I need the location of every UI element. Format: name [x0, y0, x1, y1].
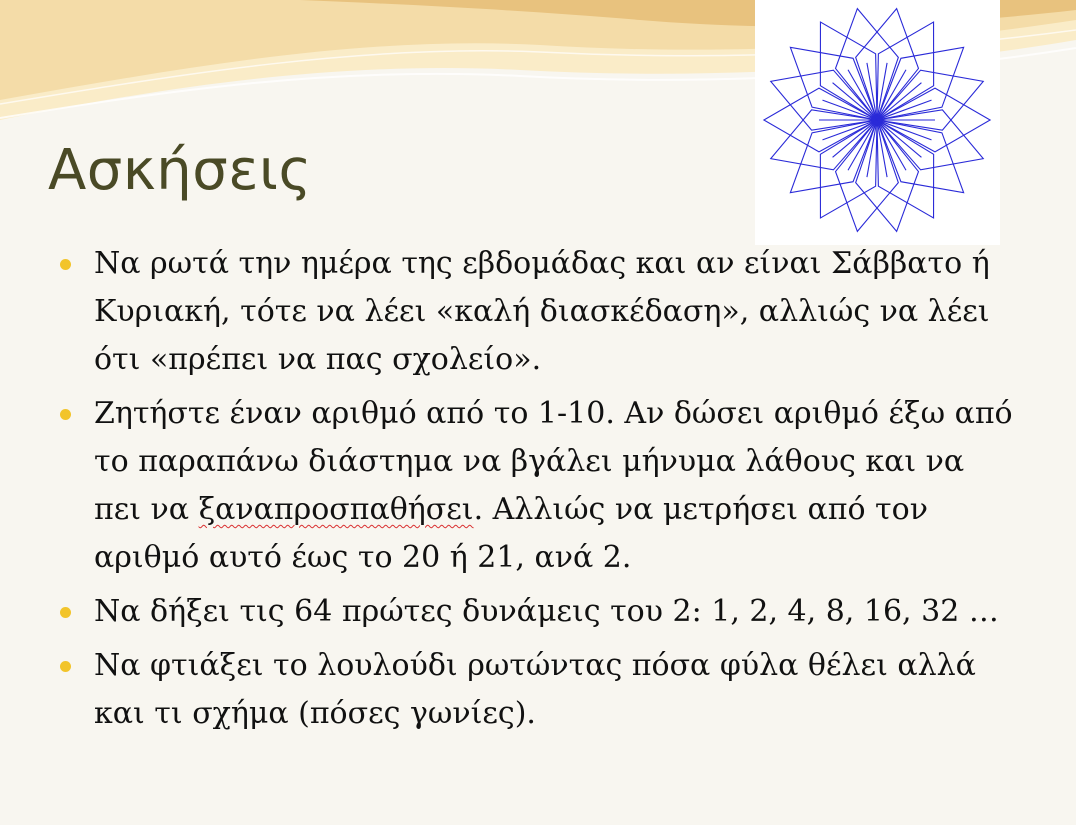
rosette-petal — [877, 88, 990, 152]
bullet-text-start: Ζητήστε έναν αριθμό από το 1-10. Αν δώσει αριθμό έξω από το παραπάνω διάστημα να βγάλει μήνυμα λάθους και να πει να — [94, 396, 1013, 527]
bullet-item — [60, 642, 1020, 738]
bullet-dot-icon — [60, 259, 71, 270]
bullet-list — [60, 240, 1020, 744]
bullet-text: Να ρωτά την ημέρα της εβδομάδας και αν είναι Σάββατο ή Κυριακή, τότε να λέει «καλή διασκέδαση», αλλιώς να λέει ότι «πρέπει να πας σχολείο». — [94, 246, 990, 377]
rosette-petal — [846, 114, 928, 236]
rosette-petal — [826, 114, 908, 236]
rosette-petal — [764, 88, 877, 152]
bullet-item — [60, 588, 1020, 636]
bullet-text: Να φτιάξει το λουλούδι ρωτώντας πόσα φύλα θέλει αλλά και τι σχήμα (πόσες γωνίες). — [94, 648, 976, 731]
rosette-petal — [826, 3, 908, 125]
bullet-item — [60, 240, 1020, 384]
bullet-dot-icon — [60, 661, 71, 672]
rosette-petal — [846, 3, 928, 125]
rosette-image — [755, 0, 1000, 245]
rosette-drawing-icon — [755, 0, 1000, 245]
bullet-dot-icon — [60, 409, 71, 420]
bullet-item — [60, 390, 1020, 582]
bullet-text: Να δήξει τις 64 πρώτες δυνάμεις του 2: 1, 2, 4, 8, 16, 32 … — [94, 594, 999, 629]
bullet-text-end: . Αλλιώς να μετρήσει από τον αριθμό αυτό έως το 20 ή 21, ανά 2. — [94, 492, 928, 575]
misspelled-word[interactable]: ξαναπροσπαθήσει — [198, 492, 474, 527]
slide-title: Ασκήσεις — [48, 138, 312, 203]
bullet-dot-icon — [60, 607, 71, 618]
